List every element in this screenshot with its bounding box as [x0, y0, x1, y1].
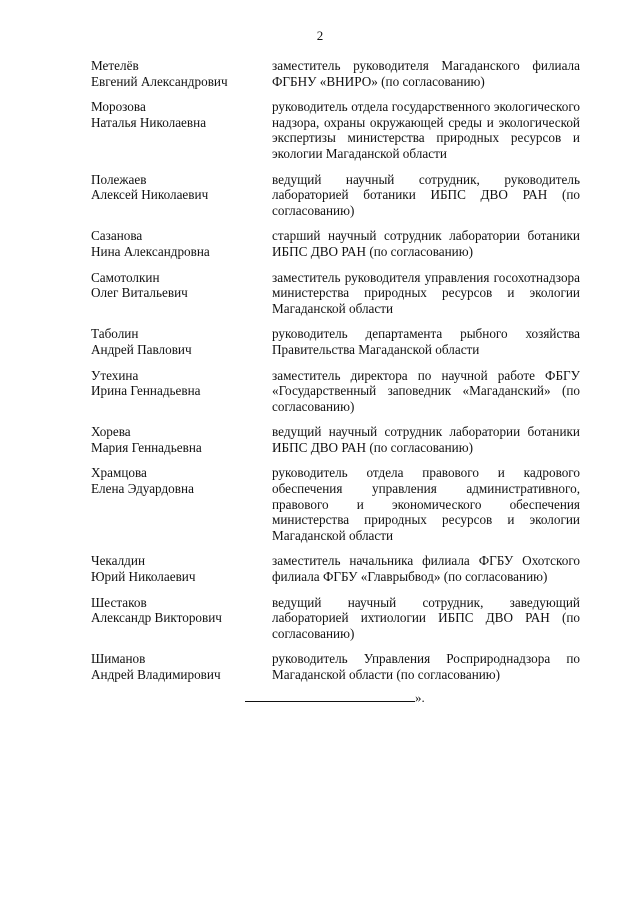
member-surname: Храмцова [91, 465, 147, 481]
committee-member-list [91, 58, 581, 683]
member-position: ведущий научный сотрудник лаборатории ботаники ИБПС ДВО РАН (по согласованию) [272, 424, 580, 455]
member-entry [91, 326, 581, 357]
member-name [91, 99, 272, 161]
member-given-names: Ирина Геннадьевна [91, 383, 201, 399]
member-entry [91, 595, 581, 642]
member-surname: Таболин [91, 326, 139, 342]
member-position: заместитель руководителя Магаданского филиала ФГБНУ «ВНИРО» (по согласованию) [272, 58, 580, 89]
member-entry [91, 651, 581, 682]
member-position: руководитель отдела правового и кадрового обеспечения управления административного, правового и экономического обеспечения министерства природных ресурсов и экологии Магаданской области [272, 465, 580, 543]
member-position: старший научный сотрудник лаборатории ботаники ИБПС ДВО РАН (по согласованию) [272, 228, 580, 259]
member-position: руководитель Управления Росприроднадзора по Магаданской области (по согласованию) [272, 651, 580, 682]
member-surname: Хорева [91, 424, 131, 440]
member-position: руководитель департамента рыбного хозяйства Правительства Магаданской области [272, 326, 580, 357]
member-entry [91, 99, 581, 161]
member-given-names: Олег Витальевич [91, 285, 188, 301]
member-name [91, 553, 272, 584]
member-surname: Самотолкин [91, 269, 160, 285]
member-name [91, 465, 272, 543]
member-entry [91, 270, 581, 317]
member-surname: Утехина [91, 367, 139, 383]
member-name [91, 326, 272, 357]
member-surname: Чекалдин [91, 553, 146, 569]
member-name [91, 228, 272, 259]
member-given-names: Елена Эдуардовна [91, 481, 194, 497]
closing-quote-mark: ». [415, 690, 425, 705]
member-given-names: Наталья Николаевна [91, 114, 207, 130]
member-name [91, 651, 272, 682]
member-entry [91, 465, 581, 543]
member-position: руководитель отдела государственного экологического надзора, охраны окружающей среды и экологической экспертизы министерства природных ресурсов и экологии Магаданской области [272, 99, 580, 161]
member-position: заместитель директора по научной работе ФБГУ «Государственный заповедник «Магаданский» (по согласованию) [272, 367, 580, 414]
page-number: 2 [316, 28, 324, 43]
member-entry [91, 172, 581, 219]
member-given-names: Алексей Николаевич [91, 187, 209, 203]
member-entry [91, 424, 581, 455]
member-entry [91, 58, 581, 89]
member-entry [91, 553, 581, 584]
member-surname: Шестаков [91, 594, 147, 610]
member-surname: Шиманов [91, 651, 146, 667]
member-given-names: Мария Геннадьевна [91, 439, 202, 455]
member-given-names: Евгений Александрович [91, 73, 228, 89]
member-given-names: Юрий Николаевич [91, 569, 196, 585]
member-name [91, 595, 272, 642]
member-given-names: Андрей Павлович [91, 341, 192, 357]
member-surname: Морозова [91, 99, 146, 115]
member-surname: Метелёв [91, 58, 139, 73]
member-surname: Сазанова [91, 228, 143, 244]
member-position: ведущий научный сотрудник, руководитель лабораторией ботаники ИБПС ДВО РАН (по согласованию) [272, 171, 580, 218]
member-name [91, 172, 272, 219]
member-position: заместитель начальника филиала ФГБУ Охотского филиала ФГБУ «Главрыбвод» (по согласованию) [272, 553, 580, 585]
member-name [91, 368, 272, 415]
member-name [91, 58, 272, 89]
member-entry [91, 228, 581, 259]
member-entry [91, 368, 581, 415]
member-name [91, 270, 272, 317]
member-given-names: Александр Викторович [91, 610, 222, 626]
separator-line [245, 689, 415, 702]
member-name [91, 424, 272, 455]
member-position: ведущий научный сотрудник, заведующий лабораторией ихтиологии ИБПС ДВО РАН (по согласованию) [272, 594, 580, 641]
member-given-names: Андрей Владимирович [91, 667, 221, 682]
member-position: заместитель руководителя управления госохотнадзора министерства природных ресурсов и экологии Магаданской области [272, 269, 580, 316]
member-given-names: Нина Александровна [91, 243, 210, 259]
closing-line [245, 689, 425, 706]
member-surname: Полежаев [91, 171, 147, 187]
